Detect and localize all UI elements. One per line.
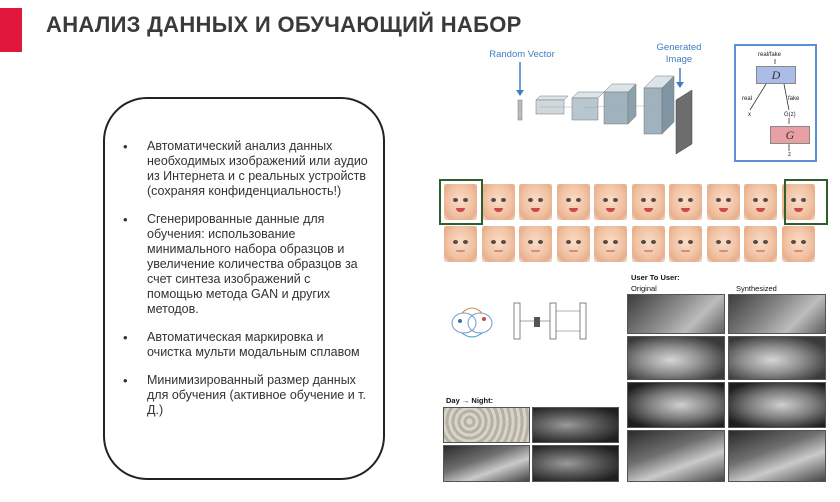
bullet-item: • Минимизированный размер данных для обучения (активное обучение и т. Д.) bbox=[119, 373, 369, 418]
original-photo-4 bbox=[627, 430, 725, 482]
page-title: АНАЛИЗ ДАННЫХ И ОБУЧАЮЩИЙ НАБОР bbox=[46, 12, 522, 37]
bullet-box bbox=[103, 97, 385, 480]
baby-face-image bbox=[744, 184, 777, 220]
highlight-frame bbox=[784, 179, 828, 225]
synthesized-photo-2 bbox=[728, 336, 826, 380]
baby-face-image bbox=[782, 226, 815, 262]
cyclegan-schematic-graphic bbox=[446, 297, 606, 347]
baby-face-image bbox=[557, 226, 590, 262]
baby-face-image bbox=[519, 226, 552, 262]
real-fake-label: real/fake bbox=[758, 52, 782, 58]
baby-face-image bbox=[744, 226, 777, 262]
baby-face-image bbox=[594, 226, 627, 262]
baby-face-image bbox=[632, 184, 665, 220]
synthesized-photo-4 bbox=[728, 430, 826, 482]
day-night-label: Day → Night: bbox=[446, 396, 494, 405]
bullet-list bbox=[119, 139, 369, 431]
gan-architecture-graphic bbox=[480, 40, 710, 160]
baby-face-image bbox=[519, 184, 552, 220]
generated-image-label: Generated Image bbox=[656, 42, 702, 65]
synthesized-faces-grid bbox=[438, 179, 826, 265]
generator-block: G bbox=[770, 126, 810, 144]
bullet-item: • Сгенерированные данные для обучения: использование минимального набора образцов и увеличение количества образцов за счет синтеза изображений с помощью метода GAN и других методов. bbox=[119, 212, 369, 317]
baby-face-image bbox=[482, 184, 515, 220]
gan-architecture-diagram bbox=[480, 40, 710, 160]
user-to-user-label: User To User: bbox=[631, 273, 680, 282]
original-photo-1 bbox=[627, 294, 725, 334]
bullet-item: • Автоматическая маркировка и очистка мульти модальным сплавом bbox=[119, 330, 369, 360]
real-label: real bbox=[742, 96, 753, 102]
fake-label: fake bbox=[788, 96, 800, 102]
baby-face-image bbox=[707, 184, 740, 220]
baby-face-image bbox=[482, 226, 515, 262]
discriminator-block: D bbox=[756, 66, 796, 84]
x-label: x bbox=[748, 112, 751, 118]
night-photo-2 bbox=[532, 445, 619, 482]
synthesized-label: Synthesized bbox=[736, 284, 777, 293]
original-photo-3 bbox=[627, 382, 725, 428]
cyclegan-schematic bbox=[446, 297, 606, 347]
baby-face-image bbox=[669, 226, 702, 262]
bullet-item: • Автоматический анализ данных необходимых изображений или аудио из Интернета и с реальных устройств (сохраняя конфиденциальность!) bbox=[119, 139, 369, 199]
baby-face-image bbox=[444, 226, 477, 262]
synthesized-photo-1 bbox=[728, 294, 826, 334]
baby-face-image bbox=[557, 184, 590, 220]
synthesized-photo-3 bbox=[728, 382, 826, 428]
discriminator-generator-diagram bbox=[734, 44, 817, 162]
original-photo-2 bbox=[627, 336, 725, 380]
night-photo-1 bbox=[532, 407, 619, 443]
gz-label: G(z) bbox=[784, 112, 796, 118]
random-vector-label: Random Vector bbox=[489, 49, 555, 60]
baby-face-image bbox=[632, 226, 665, 262]
baby-face-image bbox=[707, 226, 740, 262]
dg-arrows bbox=[736, 46, 819, 164]
day-photo-2 bbox=[443, 445, 530, 482]
original-label: Original bbox=[631, 284, 657, 293]
highlight-frame bbox=[439, 179, 483, 225]
z-label: z bbox=[788, 152, 791, 158]
baby-face-image bbox=[594, 184, 627, 220]
baby-face-image bbox=[669, 184, 702, 220]
day-photo-1 bbox=[443, 407, 530, 443]
title-accent-bar bbox=[0, 8, 22, 52]
